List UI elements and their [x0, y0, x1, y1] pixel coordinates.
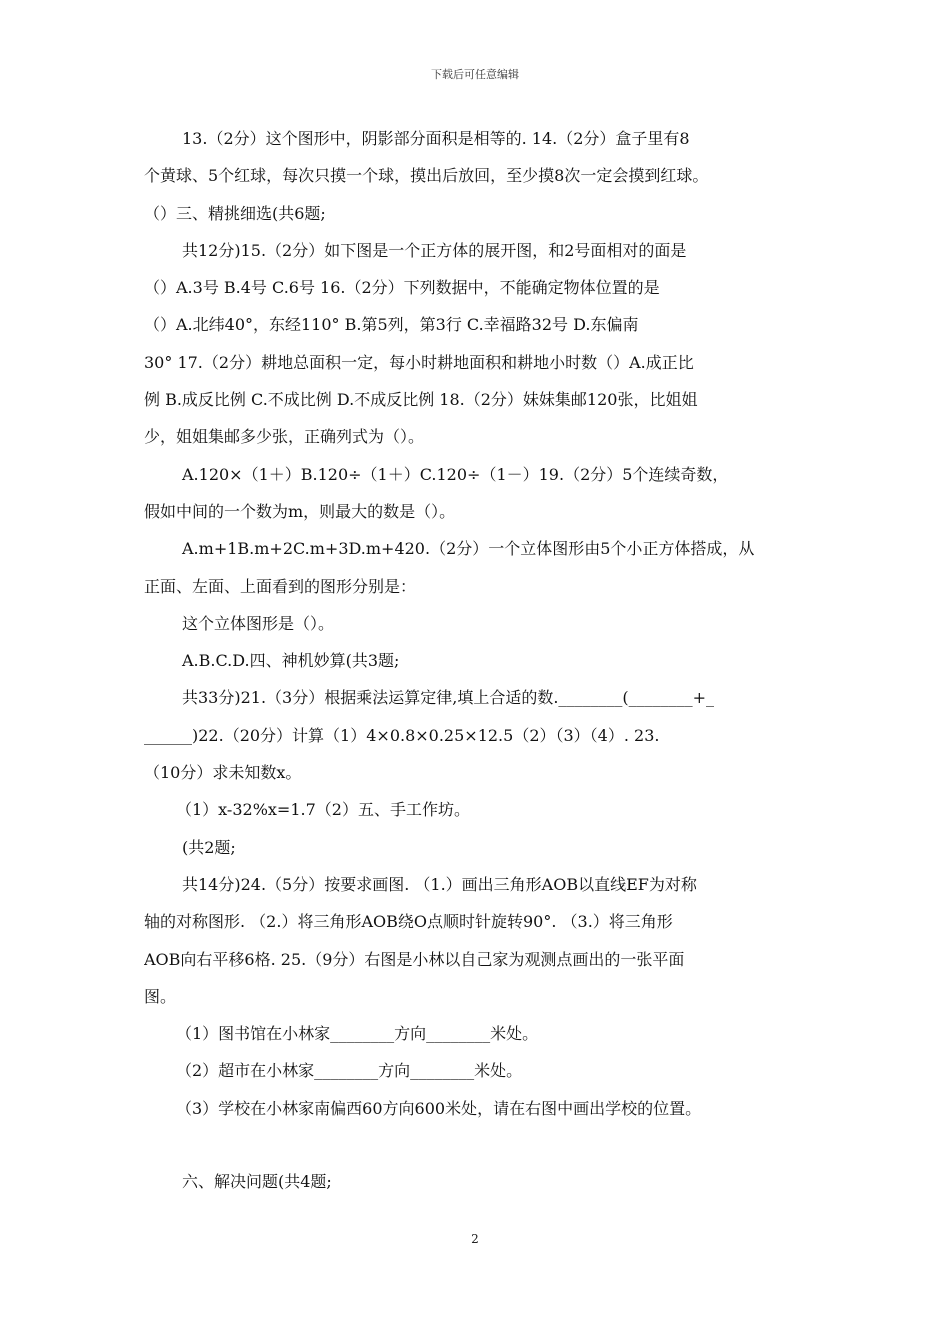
- text-line: 正面、左面、上面看到的图形分别是：: [144, 576, 417, 596]
- text-line: A.B.C.D.四、神机妙算(共3题;: [182, 651, 400, 671]
- text-line: （2）超市在小林家________方向________米处。: [176, 1061, 523, 1081]
- text-line: (共2题;: [182, 837, 236, 857]
- paragraph-gap: [144, 1127, 816, 1163]
- text-line: ______)22.（20分）计算（1）4×0.8×0.25×12.5（2）（3）（4）. 23.: [144, 725, 660, 745]
- page-number: 2: [471, 1232, 479, 1246]
- text-line: 30° 17.（2分）耕地总面积一定，每小时耕地面积和耕地小时数（）A.成正比: [144, 352, 694, 372]
- text-line: （3）学校在小林家南偏西60方向600米处，请在右图中画出学校的位置。: [176, 1098, 702, 1118]
- text-line: AOB向右平移6格. 25.（9分）右图是小林以自己家为观测点画出的一张平面: [144, 949, 685, 969]
- text-line: 例 B.成反比例 C.不成比例 D.不成反比例 18.（2分）妹妹集邮120张，比姐姐: [144, 390, 698, 410]
- text-line: 这个立体图形是（）。: [182, 613, 335, 633]
- text-line: A.120×（1＋）B.120÷（1＋）C.120÷（1－）19.（2分）5个连续奇数，: [182, 464, 729, 484]
- text-line: 13.（2分）这个图形中，阴影部分面积是相等的. 14.（2分）盒子里有8: [182, 129, 690, 148]
- section-heading: 六、解决问题(共4题;: [182, 1172, 332, 1192]
- text-line: （）A.3号 B.4号 C.6号 16.（2分）下列数据中，不能确定物体位置的是: [144, 278, 660, 298]
- text-line: 少，姐姐集邮多少张，正确列式为（）。: [144, 427, 425, 447]
- document-body: [144, 120, 816, 1200]
- text-line: 轴的对称图形. （2.）将三角形AOB绕O点顺时针旋转90°. （3.）将三角形: [144, 912, 673, 932]
- text-line: （10分）求未知数x。: [144, 763, 302, 783]
- text-line: （）A.北纬40°，东经110° B.第5列，第3行 C.幸福路32号 D.东偏南: [144, 315, 639, 335]
- text-line: 共12分)15.（2分）如下图是一个正方体的展开图，和2号面相对的面是: [182, 240, 687, 260]
- text-line: （）三、精挑细选(共6题;: [144, 203, 326, 223]
- text-line: 图。: [144, 986, 177, 1006]
- text-line: 共14分)24.（5分）按要求画图. （1.）画出三角形AOB以直线EF为对称: [182, 874, 697, 894]
- page-header: 下载后可任意编辑: [431, 68, 519, 81]
- text-line: 共33分)21.（3分）根据乘法运算定律,填上合适的数.________(________+_: [182, 688, 715, 708]
- text-line: 假如中间的一个数为m，则最大的数是（）。: [144, 501, 456, 521]
- text-line: 个黄球、5个红球，每次只摸一个球，摸出后放回，至少摸8次一定会摸到红球。: [144, 166, 709, 186]
- text-line: （1）图书馆在小林家________方向________米处。: [176, 1024, 539, 1044]
- text-line: A.m+1B.m+2C.m+3D.m+420.（2分）一个立体图形由5个小正方体搭成，从: [182, 539, 755, 559]
- text-line: （1）x-32%x=1.7（2）五、手工作坊。: [176, 800, 470, 820]
